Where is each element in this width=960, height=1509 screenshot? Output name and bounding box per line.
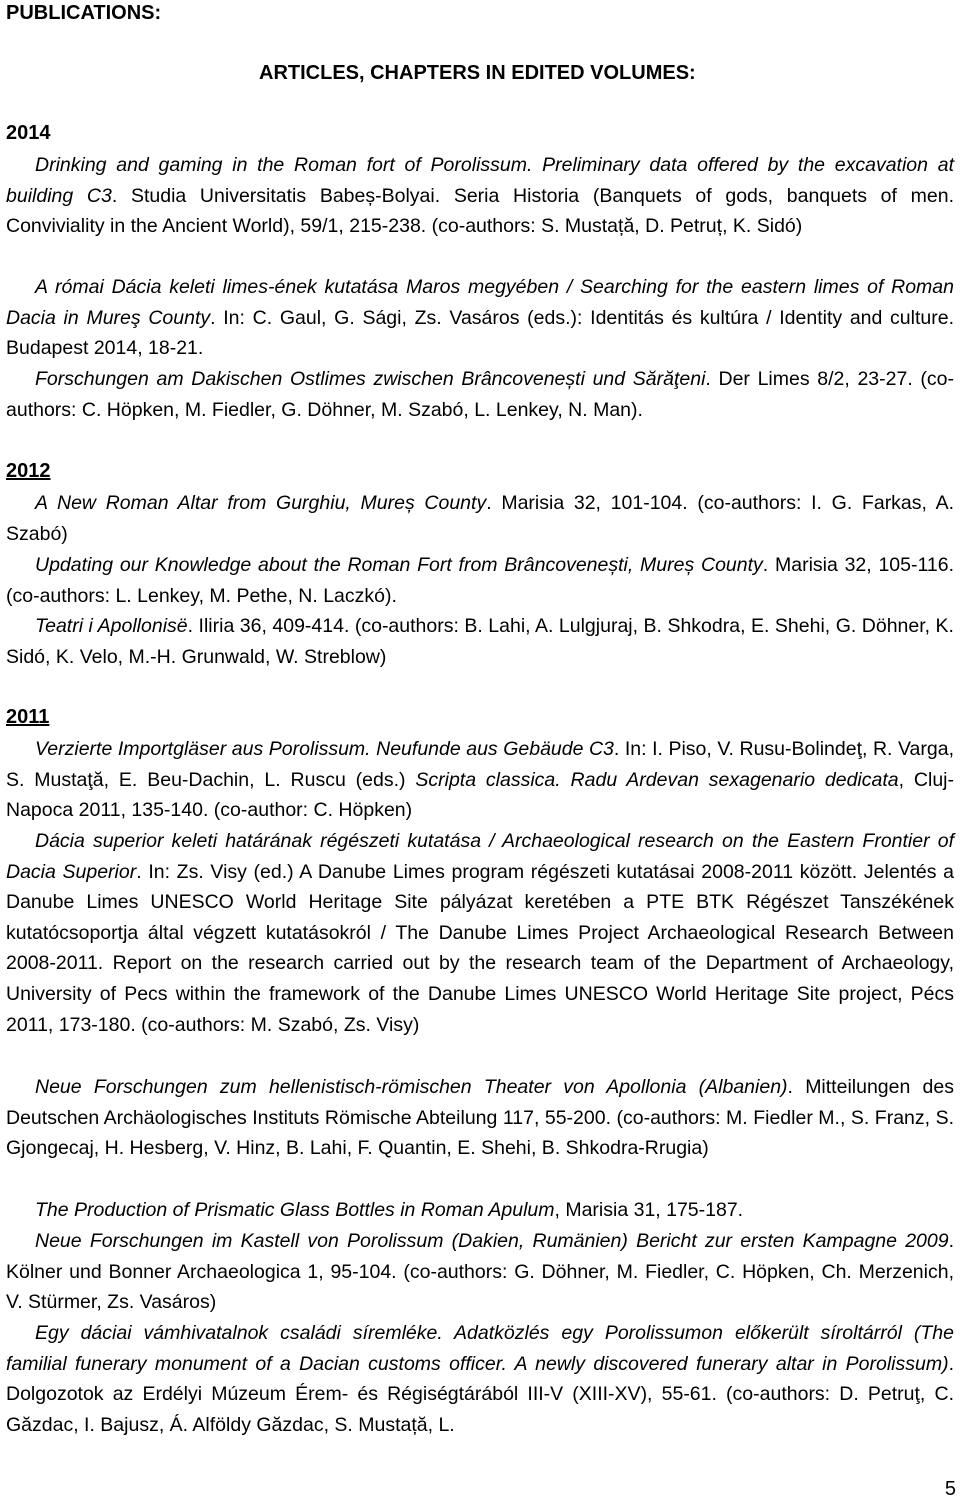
entry-title: Updating our Knowledge about the Roman Fort from Brâncovenești, Mureș County (35, 554, 763, 576)
entry-details: . Mitteilungen des Deutschen Archäologisches Instituts Römische Abteilung 117, 55-200. (co-authors: M. Fiedler M., S. Franz, S. Gjongecaj, H. Hesberg, V. Hinz, B. Lahi, F. Quantin, E. Shehi, B. Shkodra-Rrugia) (6, 1076, 954, 1160)
entry-title: A New Roman Altar from Gurghiu, Mureș County (35, 492, 487, 514)
entry-title: Egy dáciai vámhivatalnok családi síremléke. Adatközlés egy Porolissumon előkerült síroltárról (The familial funerary monument of a Dacian customs officer. A newly discovered funerary altar in Porolissum) (6, 1322, 954, 1375)
entry-details: . Marisia 32, 101-104. (co-authors: I. G. Farkas, A. Szabó) (6, 492, 954, 545)
entry-title: Forschungen am Dakischen Ostlimes zwischen Brâncovenești und Sărăţeni (35, 368, 706, 390)
entry-details: . Studia Universitatis Babeș-Bolyai. Seria Historia (Banquets of gods, banquets of men. Conviviality in the Ancient World), 59/1, 215-238. (co-authors: S. Mustață, D. Petruț, K. Sidó) (6, 184, 954, 238)
entry-title: Drinking and gaming in the Roman fort of Porolissum. Preliminary data offered by the excavation at building C3 (6, 154, 954, 207)
publication-entry (6, 272, 954, 364)
entry-title: Neue Forschungen im Kastell von Porolissum (Dakien, Rumänien) Bericht zur ersten Kampagne 2009 (35, 1230, 949, 1252)
entry-details: , Marisia 31, 175-187. (554, 1199, 744, 1221)
entry-details: . Kölner und Bonner Archaeologica 1, 95-104. (co-authors: G. Döhner, M. Fiedler, C. Höpken, Ch. Merzenich, V. Stürmer, Zs. Vasáros) (6, 1230, 954, 1314)
entry-details: . In: I. Piso, V. Rusu-Bolindeţ, R. Varga, S. Mustaţă, E. Beu-Dachin, L. Ruscu (eds.) (6, 738, 954, 791)
entry-details: . Iliria 36, 409-414. (co-authors: B. Lahi, A. Lulgjuraj, B. Shkodra, E. Shehi, G. Döhner, K. Sidó, K. Velo, M.-H. Grunwald, W. Streblow) (6, 615, 954, 668)
entry-title: A római Dácia keleti limes-ének kutatása Maros megyében / Searching for the eastern limes of Roman Dacia in Mureş County (6, 276, 954, 329)
publication-entry (6, 734, 954, 826)
entry-title: Verzierte Importgläser aus Porolissum. Neufunde aus Gebäude C3 (35, 738, 614, 760)
publication-entry (6, 1072, 954, 1164)
page-number: 5 (944, 1478, 956, 1500)
publication-entry (6, 1226, 954, 1318)
entry-title: Teatri i Apollonisë (35, 615, 188, 637)
year-heading-2011: 2011 (6, 706, 50, 728)
entry-details: . In: C. Gaul, G. Sági, Zs. Vasáros (eds.): Identitás és kultúra / Identity and culture. Budapest 2014, 18-21. (6, 306, 955, 360)
publication-entry (6, 150, 954, 242)
entry-details: . Marisia 32, 105-116. (co-authors: L. Lenkey, M. Pethe, N. Laczkó). (6, 554, 955, 607)
year-heading-2012: 2012 (6, 460, 51, 482)
publication-entry (6, 488, 954, 549)
publication-entry (6, 364, 954, 425)
publications-heading: PUBLICATIONS: (6, 2, 162, 24)
publication-entry (6, 1195, 954, 1226)
entry-details: . Dolgozotok az Erdélyi Múzeum Érem- és Régiségtárából III-V (XIII-XV), 55-61. (co-authors: D. Petruţ, C. Găzdac, I. Bajusz, Á. Alföldy Găzdac, S. Mustață, L. (6, 1352, 954, 1436)
entry-volume-title: Scripta classica. Radu Ardevan sexagenario dedicata (415, 768, 899, 791)
articles-subheading: ARTICLES, CHAPTERS IN EDITED VOLUMES: (259, 62, 696, 84)
entry-details: , Cluj-Napoca 2011, 135-140. (co-author: C. Höpken) (6, 768, 954, 822)
entry-title: The Production of Prismatic Glass Bottles in Roman Apulum (35, 1199, 555, 1221)
entry-details: . In: Zs. Visy (ed.) A Danube Limes program régészeti kutatásai 2008-2011 között. Jelentés a Danube Limes UNESCO World Heritage Site pályázat keretében a PTE BTK Régészet Tanszékének kutatócsoportja által végzett kutatásokról / The Danube Limes Project Archaeological Research Between 2008-2011. Report on the research carried out by the research team of the Department of Archaeology, University of Pecs within the framework of the Danube Limes UNESCO World Heritage Site project, Pécs 2011, 173-180. (co-authors: M. Szabó, Zs. Visy) (6, 860, 954, 1036)
year-heading-2014: 2014 (6, 122, 51, 144)
publication-entry (6, 611, 954, 672)
publication-entry (6, 826, 954, 1040)
entry-title: Dácia superior keleti határának régészeti kutatása / Archaeological research on the Eastern Frontier of Dacia Superior (6, 830, 954, 883)
entry-details: . Der Limes 8/2, 23-27. (co-authors: C. Höpken, M. Fiedler, G. Döhner, M. Szabó, L. Lenkey, N. Man). (6, 368, 954, 421)
publication-entry (6, 1318, 954, 1440)
publication-entry (6, 550, 954, 611)
entry-title: Neue Forschungen zum hellenistisch-römischen Theater von Apollonia (Albanien) (35, 1076, 788, 1098)
